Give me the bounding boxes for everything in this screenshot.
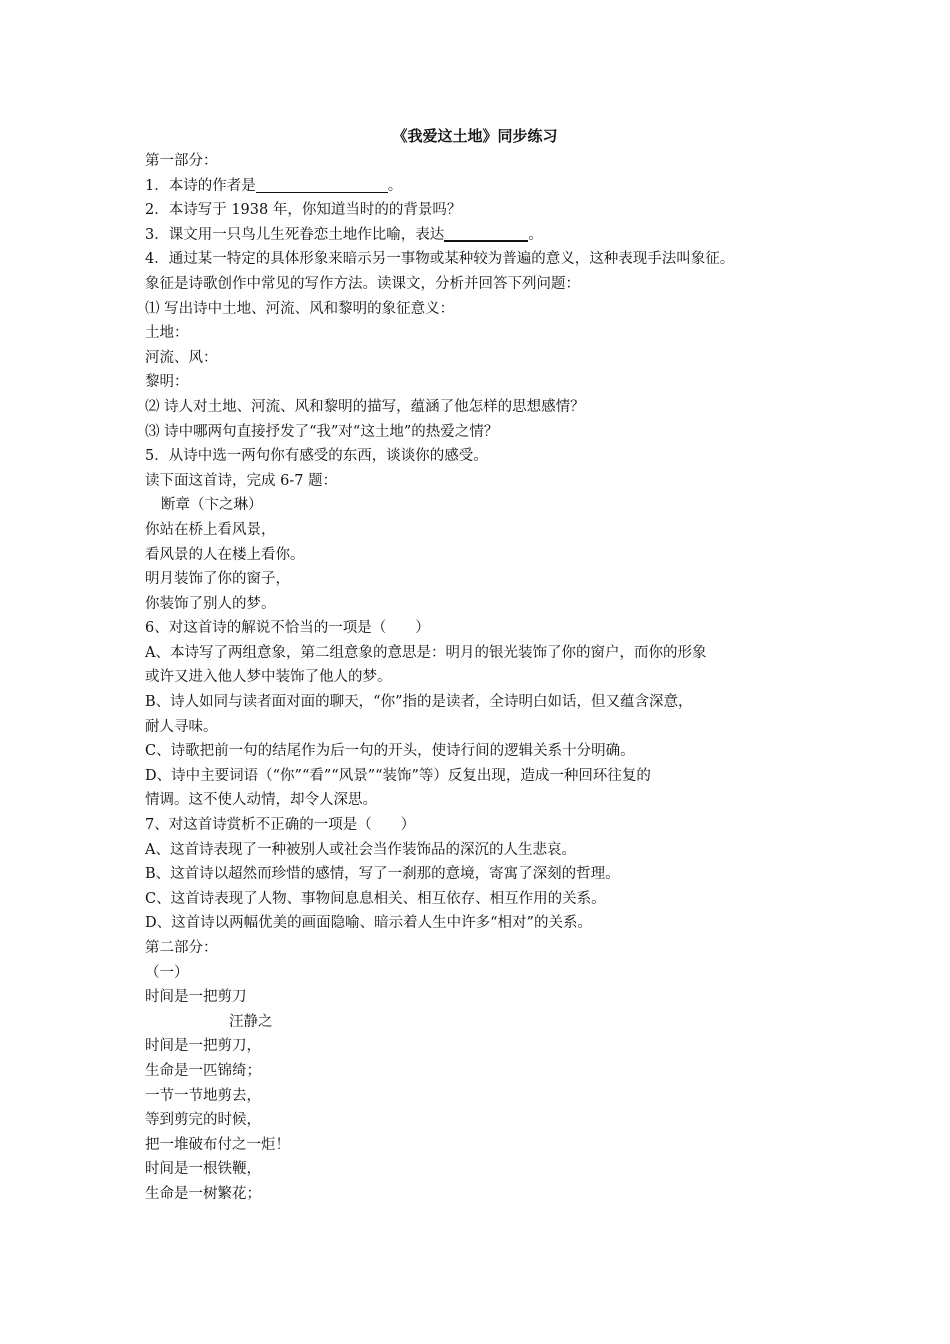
question-7-option: B、这首诗以超然而珍惜的感情，写了一刹那的意境，寄寓了深刻的哲理。	[145, 866, 620, 883]
question-7-option: A、这首诗表现了一种被别人或社会当作装饰品的深沉的人生悲哀。	[145, 841, 576, 858]
question-4-line-2: 象征是诗歌创作中常见的写作方法。读课文，分析并回答下列问题：	[145, 275, 580, 292]
question-4-sub-1: ⑴ 写出诗中土地、河流、风和黎明的象征意义：	[145, 300, 455, 317]
answer-blank-3	[444, 224, 528, 242]
poem-title-duanzhang: 断章（卞之琳）	[161, 497, 263, 514]
question-1	[145, 174, 815, 199]
poem-line: 明月装饰了你的窗子，	[145, 571, 290, 588]
question-2: 2．本诗写于 1938 年，你知道当时的的背景吗？	[145, 202, 462, 219]
poem-line: 等到剪完的时候，	[145, 1112, 261, 1129]
poem-line: 时间是一根铁鞭，	[145, 1161, 261, 1178]
question-6-option: A、本诗写了两组意象，第二组意象的意思是：明月的银光装饰了你的窗户，而你的形象	[145, 644, 707, 661]
question-3-end: 。	[528, 226, 543, 243]
poem-line: 把一堆破布付之一炬！	[145, 1136, 290, 1153]
question-4-sub-3: ⑶ 诗中哪两句直接抒发了“我”对“这土地”的热爱之情？	[145, 423, 499, 440]
poem-line: 一节一节地剪去，	[145, 1087, 261, 1104]
poem-author: 汪静之	[229, 1013, 273, 1030]
question-7-option: D、这首诗以两幅优美的画面隐喻、暗示着人生中许多“相对”的关系。	[145, 915, 592, 932]
question-6: 6、对这首诗的解说不恰当的一项是（ ）	[145, 620, 430, 637]
question-6-option: 耐人寻味。	[145, 718, 218, 735]
question-5: 5．从诗中选一两句你有感受的东西，谈谈你的感受。	[145, 448, 488, 465]
document-title: 《我爱这土地》同步练习	[392, 127, 558, 145]
question-6-option: D、诗中主要词语（“你”“看”“风景”“装饰”等）反复出现，造成一种回环往复的	[145, 767, 651, 784]
part1-heading: 第一部分：	[145, 153, 218, 169]
answer-label-land: 土地：	[145, 325, 189, 342]
question-7-option: C、这首诗表现了人物、事物间息息相关、相互依存、相互作用的关系。	[145, 890, 606, 907]
question-1-text: 1．本诗的作者是	[145, 177, 256, 194]
answer-label-dawn: 黎明：	[145, 374, 189, 391]
poem-line: 你装饰了别人的梦。	[145, 595, 276, 612]
question-3-text: 3．课文用一只鸟儿生死眷恋土地作比喻，表达	[145, 226, 445, 243]
answer-blank-1	[256, 176, 388, 193]
question-4-sub-2: ⑵ 诗人对土地、河流、风和黎明的描写，蕴涵了他怎样的思想感情？	[145, 398, 585, 415]
poem-line: 你站在桥上看风景，	[145, 521, 276, 538]
part2-heading: 第二部分：	[145, 940, 218, 956]
question-6-option: C、诗歌把前一句的结尾作为后一句的开头，使诗行间的逻辑关系十分明确。	[145, 743, 635, 760]
poem-line: 时间是一把剪刀，	[145, 1038, 261, 1055]
answer-label-river-wind: 河流、风：	[145, 349, 218, 366]
question-1-end: 。	[387, 177, 403, 194]
poem-line: 生命是一树繁花；	[145, 1185, 261, 1202]
poem-title-scissors: 时间是一把剪刀	[145, 989, 247, 1006]
question-6-option: B、诗人如同与读者面对面的聊天，“你”指的是读者，全诗明白如话，但又蕴含深意，	[145, 694, 693, 711]
poem-line: 生命是一匹锦绮；	[145, 1062, 261, 1079]
question-6-option: 或许又进入他人梦中装饰了他人的梦。	[145, 669, 392, 686]
question-4-line-1: 4．通过某一特定的具体形象来暗示另一事物或某种较为普遍的意义，这种表现手法叫象征。	[145, 251, 735, 268]
part2-section-label: （一）	[145, 964, 189, 981]
question-3	[145, 223, 815, 248]
question-7: 7、对这首诗赏析不正确的一项是（ ）	[145, 817, 416, 834]
poem-line: 看风景的人在楼上看你。	[145, 546, 305, 563]
document-body	[145, 149, 815, 1207]
question-6-option: 情调。这不使人动情，却令人深思。	[145, 792, 377, 809]
reading-intro: 读下面这首诗，完成 6-7 题：	[145, 472, 338, 489]
